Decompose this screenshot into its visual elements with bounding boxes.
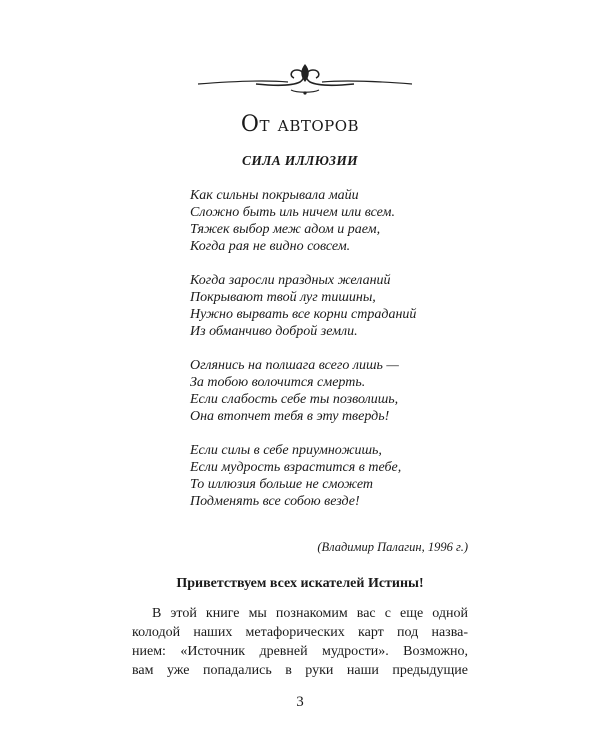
poem-line: Когда рая не видно совсем.: [190, 239, 351, 254]
poem-line: Как сильны покрывала майи: [190, 188, 359, 203]
poem-line: Она втопчет тебя в эту твердь!: [190, 409, 390, 424]
poem-title: СИЛА ИЛЛЮЗИИ: [242, 153, 358, 168]
greeting-heading: Приветствуем всех искателей Истины!: [176, 576, 424, 591]
poem-line: За тобою волочится смерть.: [190, 375, 366, 390]
paragraph-line: вам уже попадались в руки наши предыдущие: [132, 663, 468, 678]
poem-stanza: [190, 272, 416, 340]
section-title: От авторов: [240, 112, 360, 137]
poem-line: То иллюзия больше не сможет: [190, 477, 374, 492]
poem-line: Если силы в себе приумножишь,: [190, 443, 382, 458]
paragraph-line: нием: «Источник древней мудрости». Возможно,: [132, 644, 468, 659]
poem-line: Если мудрость взрастится в тебе,: [190, 460, 402, 475]
body-paragraph: [132, 604, 468, 680]
poem-stanza: [190, 442, 416, 510]
paragraph-line: колодой наших метафорических карт под назва-: [132, 625, 468, 640]
poem-line: Из обманчиво доброй земли.: [190, 324, 358, 339]
poem-line: Если слабость себе ты позволишь,: [190, 392, 399, 407]
poem: [190, 187, 416, 527]
poem-line: Тяжек выбор меж адом и раем,: [190, 222, 381, 237]
poem-line: Подменять все собою везде!: [190, 494, 360, 509]
poem-attribution: (Владимир Палагин, 1996 г.): [317, 540, 468, 554]
decorative-flourish-icon: [196, 60, 414, 100]
poem-line: Оглянись на полшага всего лишь —: [190, 358, 399, 373]
poem-stanza: [190, 357, 416, 425]
poem-line: Покрывают твой луг тишины,: [190, 290, 376, 305]
poem-line: Сложно быть иль ничем или всем.: [190, 205, 395, 220]
paragraph-line: В этой книге мы познакомим вас с еще одной: [152, 606, 468, 621]
poem-line: Когда заросли праздных желаний: [190, 273, 391, 288]
poem-line: Нужно вырвать все корни страданий: [190, 307, 417, 322]
poem-stanza: [190, 187, 416, 255]
page-number: 3: [296, 694, 304, 710]
